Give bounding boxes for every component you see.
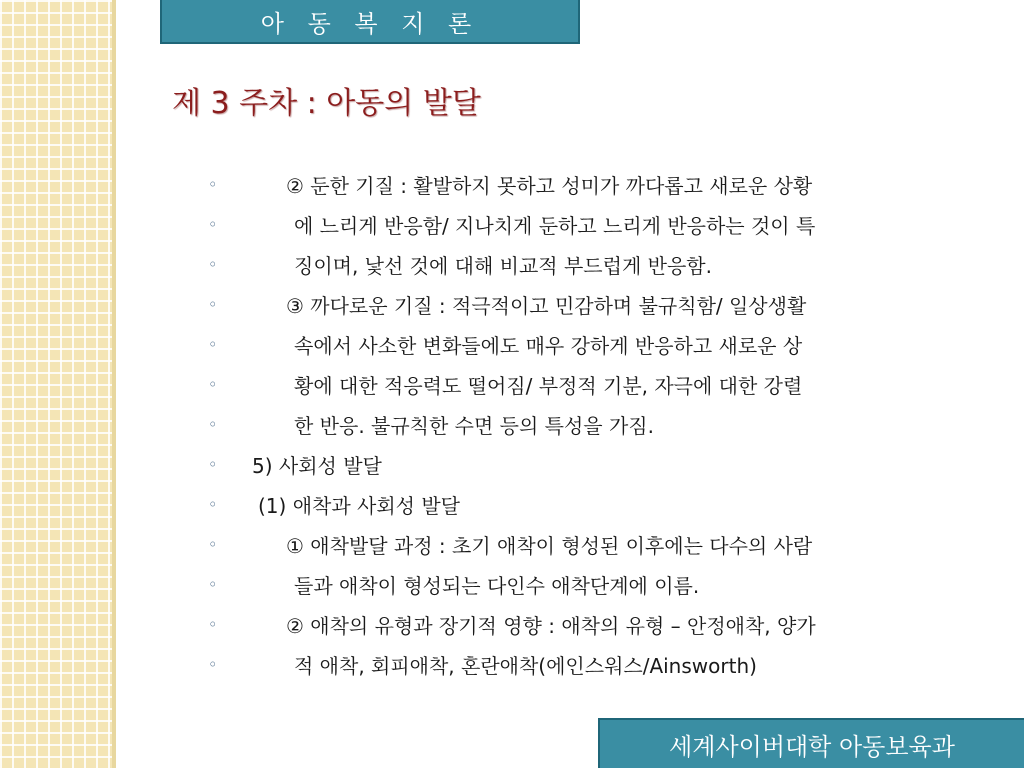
bullet-marker: ◦ [208, 494, 218, 514]
list-item-text: ③ 까다로운 기질 : 적극적이고 민감하며 불규칙함/ 일상생활 [286, 293, 807, 318]
list-item-text: 들과 애착이 형성되는 다인수 애착단계에 이름. [294, 573, 700, 598]
bullet-marker: ◦ [208, 414, 218, 434]
list-item [208, 564, 1008, 604]
list-item [208, 204, 1008, 244]
list-item-text: 징이며, 낯선 것에 대해 비교적 부드럽게 반응함. [294, 253, 712, 278]
list-item [208, 644, 1008, 684]
bullet-marker: ◦ [208, 654, 218, 674]
bullet-marker: ◦ [208, 614, 218, 634]
bullet-marker: ◦ [208, 294, 218, 314]
list-item-text: 속에서 사소한 변화들에도 매우 강하게 반응하고 새로운 상 [294, 333, 803, 358]
bullet-marker: ◦ [208, 214, 218, 234]
list-item [208, 524, 1008, 564]
institution-banner [598, 718, 1024, 768]
list-item [208, 244, 1008, 284]
list-item-text: (1) 애착과 사회성 발달 [258, 493, 460, 518]
list-item [208, 324, 1008, 364]
bullet-marker: ◦ [208, 174, 218, 194]
list-item-text: 적 애착, 회피애착, 혼란애착(에인스워스/Ainsworth) [294, 653, 757, 678]
bullet-marker: ◦ [208, 334, 218, 354]
list-item-text: ② 애착의 유형과 장기적 영향 : 애착의 유형 – 안정애착, 양가 [286, 613, 816, 638]
list-item-text: 5) 사회성 발달 [252, 453, 382, 478]
bullet-list [208, 164, 1008, 684]
list-item [208, 404, 1008, 444]
slide-title: 제 3 주차 : 아동의 발달 [172, 86, 481, 121]
grid-strip-edge [112, 0, 116, 768]
list-item-text: 에 느리게 반응함/ 지나치게 둔하고 느리게 반응하는 것이 특 [294, 213, 816, 238]
list-item-text: 한 반응. 불규칙한 수면 등의 특성을 가짐. [294, 413, 654, 438]
bullet-marker: ◦ [208, 254, 218, 274]
institution-name: 세계사이버대학 아동보육과 [669, 732, 955, 761]
decorative-grid-strip [0, 0, 112, 768]
bullet-marker: ◦ [208, 374, 218, 394]
course-title-banner [160, 0, 580, 44]
list-item-text: ① 애착발달 과정 : 초기 애착이 형성된 이후에는 다수의 사람 [286, 533, 813, 558]
list-item [208, 444, 1008, 484]
bullet-marker: ◦ [208, 574, 218, 594]
list-item [208, 484, 1008, 524]
list-item-text: ② 둔한 기질 : 활발하지 못하고 성미가 까다롭고 새로운 상황 [286, 173, 813, 198]
list-item [208, 284, 1008, 324]
list-item [208, 604, 1008, 644]
list-item [208, 364, 1008, 404]
course-title: 아 동 복 지 론 [260, 9, 480, 38]
list-item [208, 164, 1008, 204]
list-item-text: 황에 대한 적응력도 떨어짐/ 부정적 기분, 자극에 대한 강렬 [294, 373, 803, 398]
bullet-marker: ◦ [208, 454, 218, 474]
bullet-marker: ◦ [208, 534, 218, 554]
